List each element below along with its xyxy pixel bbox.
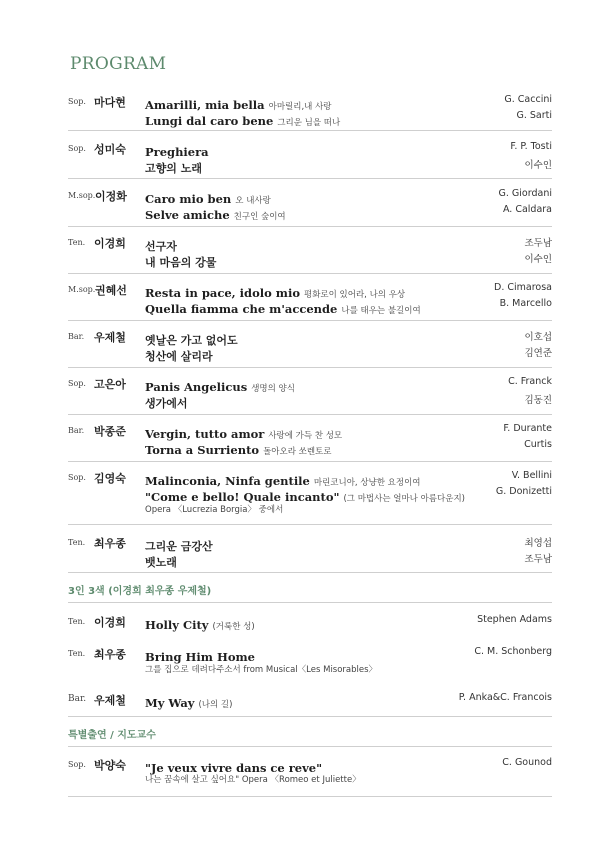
composer-name: 이호섭 [524, 332, 552, 343]
work-title: Lungi dal caro bene [145, 114, 274, 128]
divider [68, 226, 552, 227]
program-entry [68, 188, 552, 220]
composer-name: B. Marcello [499, 298, 552, 309]
work-translation: (거룩한 성) [212, 622, 255, 632]
performer-name: 우제철 [94, 694, 126, 707]
program-entry [68, 614, 552, 634]
performer-name: 박종준 [94, 425, 126, 438]
program-entry [68, 535, 552, 567]
composer-name: D. Cimarosa [494, 282, 552, 293]
performer-name: 성미숙 [94, 143, 126, 156]
composer-name: 이수인 [524, 254, 552, 265]
program-entry [68, 329, 552, 361]
section-heading-special: 특별출연 / 지도교수 [68, 730, 156, 741]
work-translation: 돌아오라 쏘렌토로 [263, 447, 332, 457]
divider [68, 602, 552, 603]
work-title: "Come e bello! Quale incanto" [145, 490, 340, 504]
work-translation: 사랑에 가득 찬 성모 [268, 431, 343, 441]
work-line [145, 251, 216, 270]
work-translation: 그리운 님을 떠나 [277, 118, 341, 128]
program-entry [68, 646, 552, 678]
work-title: Holly City [145, 618, 209, 632]
work-title: Selve amiche [145, 208, 230, 222]
divider [68, 320, 552, 321]
work-translation: 친구인 숲이여 [233, 212, 286, 222]
divider [68, 273, 552, 274]
composer-name: 김연준 [524, 348, 552, 359]
divider [68, 796, 552, 797]
work-title: Bring Him Home [145, 650, 255, 664]
program-entry [68, 423, 552, 455]
work-title: "Je veux vivre dans ce reve" [145, 761, 323, 775]
work-translation: 오 내사랑 [235, 196, 271, 206]
work-title: My Way [145, 696, 195, 710]
section-heading-trio: 3인 3색 (이경희 최우종 우제철) [68, 586, 212, 597]
program-entry [68, 235, 552, 267]
composer-name: A. Caldara [502, 204, 552, 215]
voice-type: Ten. [68, 617, 86, 626]
voice-type: M.sop. [68, 191, 96, 200]
program-heading: PROGRAM [70, 54, 167, 74]
composer-name: C. Gounod [502, 757, 552, 768]
composer-name: G. Giordani [498, 188, 552, 199]
divider [68, 367, 552, 368]
composer-name: C. Franck [508, 376, 552, 387]
work-translation: (그 마법사는 얼마나 아름다운지) [343, 494, 465, 504]
divider [68, 716, 552, 717]
work-translation: 아마릴리,내 사랑 [268, 102, 332, 112]
work-line [145, 157, 202, 176]
divider [68, 572, 552, 573]
composer-name: P. Anka&C. Francois [458, 692, 552, 703]
voice-type: Sop. [68, 379, 86, 388]
work-title: 뱃노래 [145, 556, 177, 569]
composer-name: 김동진 [524, 395, 552, 406]
performer-name: 마다현 [94, 96, 126, 109]
work-title: Quella fiamma che m'accende [145, 302, 338, 316]
divider [68, 414, 552, 415]
program-entry [68, 282, 552, 314]
composer-name: F. P. Tosti [510, 141, 552, 152]
composer-name: 조두남 [524, 238, 552, 249]
work-line [145, 392, 188, 411]
work-line [145, 439, 331, 458]
voice-type: Ten. [68, 538, 86, 547]
performer-name: 이경희 [94, 237, 126, 250]
composer-name: G. Donizetti [495, 486, 552, 497]
work-title: 생가에서 [145, 397, 188, 410]
work-translation: 나를 태우는 불길이여 [341, 306, 421, 316]
work-title: 선구자 [145, 240, 177, 253]
divider [68, 130, 552, 131]
composer-name: G. Sarti [516, 110, 552, 121]
divider [68, 178, 552, 179]
voice-type: Sop. [68, 473, 86, 482]
work-line [145, 110, 340, 129]
opera-note: 나는 꿈속에 살고 싶어요" Opera 〈Romeo et Juliette〉 [145, 775, 361, 785]
work-line [145, 345, 213, 364]
performer-name: 박양숙 [94, 759, 126, 772]
composer-name: F. Durante [503, 423, 552, 434]
program-entry [68, 757, 552, 789]
work-line [145, 692, 232, 711]
work-title: Torna a Surriento [145, 443, 260, 457]
work-line [145, 551, 177, 570]
opera-note: Opera 〈Lucrezia Borgia〉 중에서 [145, 505, 284, 515]
divider [68, 524, 552, 525]
work-translation: (나의 길) [198, 700, 233, 710]
work-title: 청산에 살리라 [145, 350, 213, 363]
performer-name: 권혜선 [95, 284, 127, 297]
program-entry [68, 94, 552, 126]
performer-name: 이경희 [94, 616, 126, 629]
work-title: Amarilli, mia bella [145, 98, 265, 112]
composer-name: Stephen Adams [477, 614, 552, 625]
performer-name: 고은아 [94, 378, 126, 391]
work-title: Resta in pace, idolo mio [145, 286, 300, 300]
work-title: Preghiera [145, 145, 209, 159]
work-title: 고향의 노래 [145, 162, 202, 175]
performer-name: 최우종 [94, 537, 126, 550]
composer-name: G. Caccini [504, 94, 552, 105]
voice-type: Sop. [68, 760, 86, 769]
performer-name: 최우종 [94, 648, 126, 661]
work-title: 옛날은 가고 없어도 [145, 334, 238, 347]
work-title: Vergin, tutto amor [145, 427, 265, 441]
voice-type: Ten. [68, 649, 86, 658]
work-title: Malinconia, Ninfa gentile [145, 474, 310, 488]
composer-name: V. Bellini [511, 470, 552, 481]
work-line [145, 204, 286, 223]
work-translation: 생명의 양식 [251, 384, 295, 394]
voice-type: M.sop. [68, 285, 96, 294]
voice-type: Bar. [68, 332, 85, 341]
voice-type: Bar. [68, 694, 87, 704]
composer-name: 이수인 [524, 160, 552, 171]
voice-type: Sop. [68, 144, 86, 153]
program-entry [68, 141, 552, 173]
work-line [145, 298, 421, 317]
performer-name: 이정화 [95, 190, 127, 203]
composer-name: Curtis [524, 439, 552, 450]
composer-name: 조두남 [524, 554, 552, 565]
work-title: 그리운 금강산 [145, 540, 213, 553]
work-line [145, 614, 255, 633]
program-entry [68, 470, 552, 518]
composer-name: 최영섭 [524, 538, 552, 549]
voice-type: Ten. [68, 238, 86, 247]
divider [68, 461, 552, 462]
program-entry [68, 376, 552, 408]
work-title: 내 마음의 강물 [145, 256, 217, 269]
work-translation: 평화로이 있어라, 나의 우상 [304, 290, 406, 300]
program-entry [68, 692, 552, 712]
work-title: Caro mio ben [145, 192, 232, 206]
composer-name: C. M. Schonberg [474, 646, 552, 657]
divider [68, 746, 552, 747]
musical-note: 그를 집으로 데려다주소서 from Musical〈Les Misorables〉 [145, 665, 378, 675]
voice-type: Bar. [68, 426, 85, 435]
performer-name: 우제철 [94, 331, 126, 344]
work-title: Panis Angelicus [145, 380, 248, 394]
performer-name: 김영숙 [94, 472, 126, 485]
work-translation: 마린코니아, 상냥한 요정이여 [313, 478, 421, 488]
voice-type: Sop. [68, 97, 86, 106]
